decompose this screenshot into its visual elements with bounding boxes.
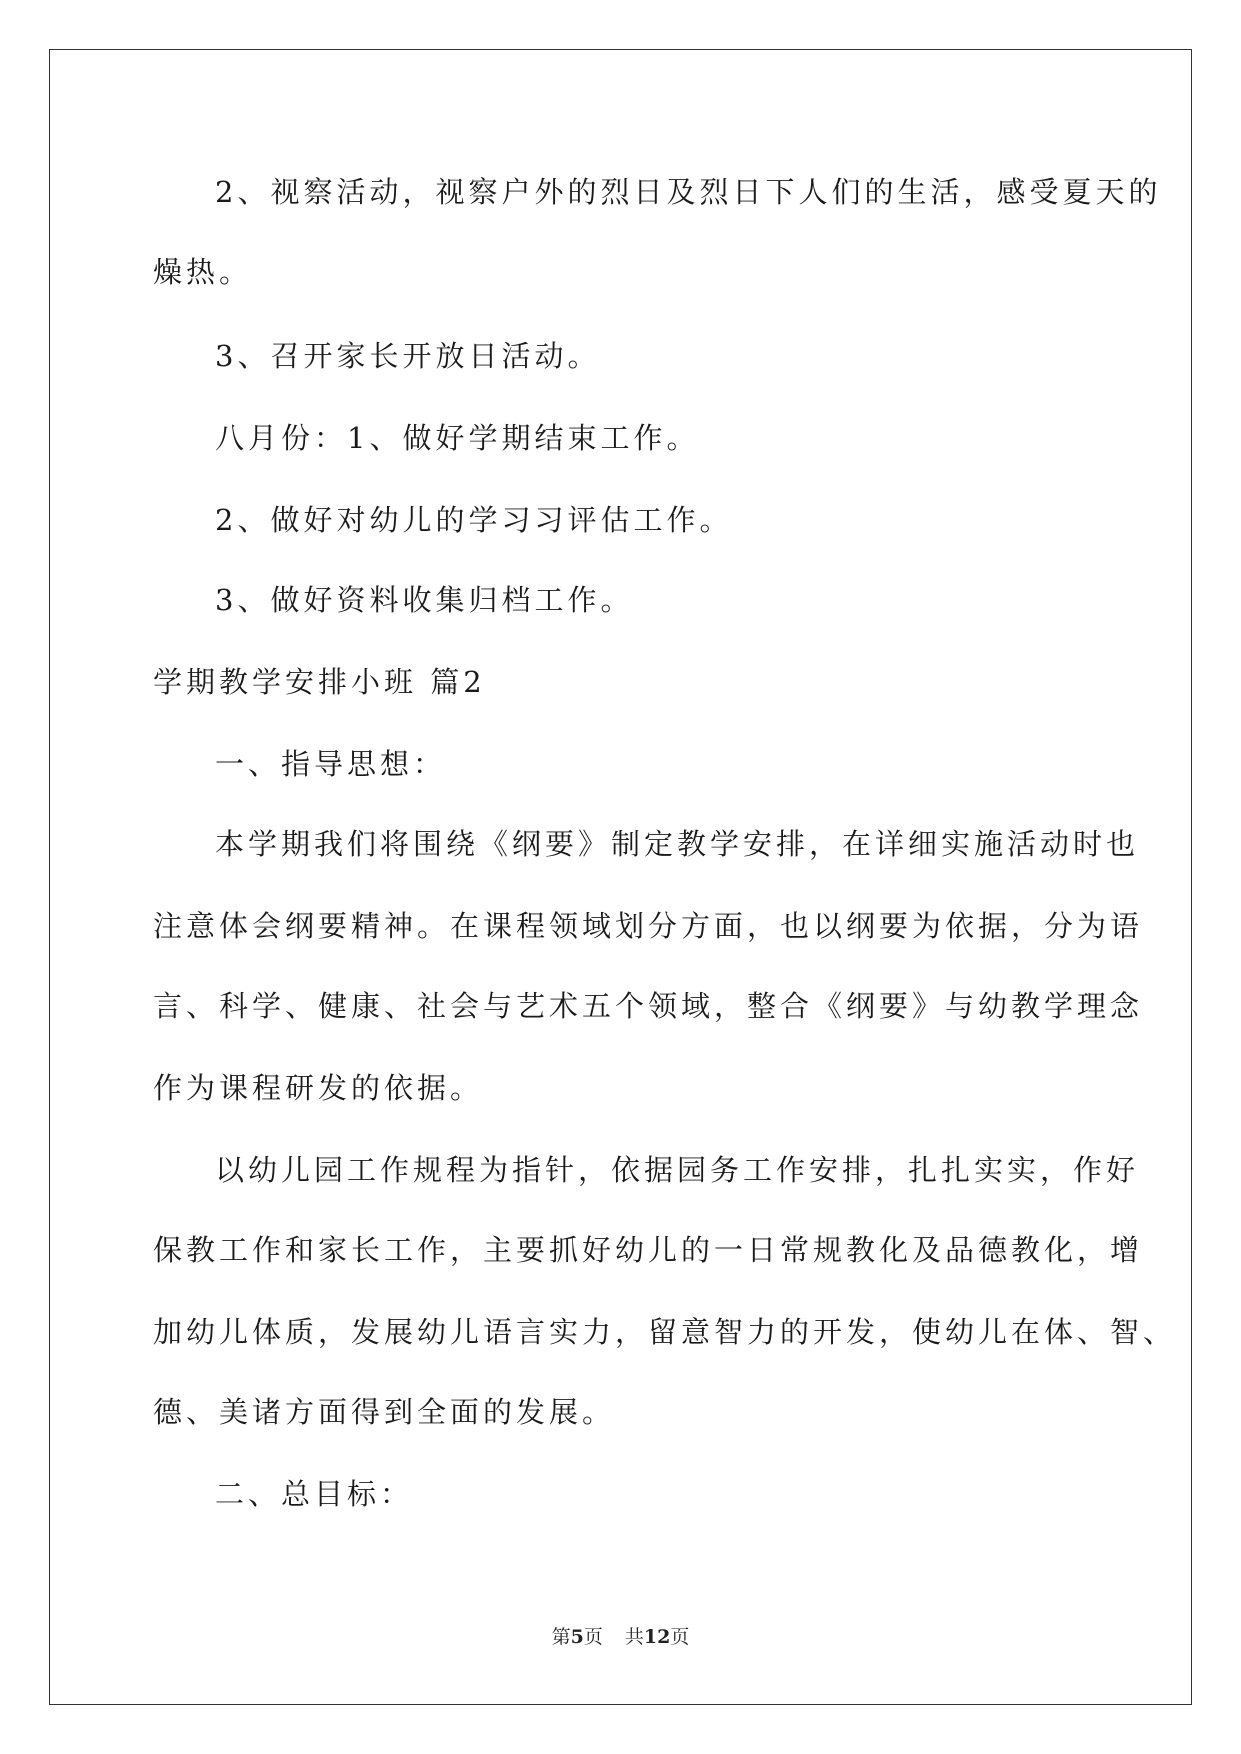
total-pages: 12 — [643, 1626, 671, 1648]
paragraph-line: 2、做好对幼儿的学习习评估工作。 — [215, 503, 733, 537]
paragraph-line: 以幼儿园工作规程为指针，依据园务工作安排，扎扎实实，作好 — [215, 1153, 1140, 1187]
total-prefix: 共 — [624, 1626, 644, 1648]
paragraph-line: 注意体会纲要精神。在课程领域划分方面，也以纲要为依据，分为语 — [153, 909, 1144, 943]
subsection-heading: 二、总目标： — [215, 1477, 414, 1511]
paragraph-line: 燥热。 — [153, 255, 253, 289]
paragraph-line: 作为课程研发的依据。 — [153, 1071, 484, 1105]
page-suffix: 页 — [583, 1626, 603, 1648]
paragraph-line: 保教工作和家长工作，主要抓好幼儿的一日常规教化及品德教化，增 — [153, 1233, 1144, 1267]
section-heading: 学期教学安排小班 篇2 — [153, 665, 486, 699]
paragraph-line: 八月份：1、做好学期结束工作。 — [215, 421, 700, 455]
paragraph-line: 德、美诸方面得到全面的发展。 — [153, 1395, 616, 1429]
paragraph-line: 言、科学、健康、社会与艺术五个领域，整合《纲要》与幼教学理念 — [153, 989, 1144, 1023]
total-suffix: 页 — [670, 1626, 690, 1648]
paragraph-line: 本学期我们将围绕《纲要》制定教学安排，在详细实施活动时也 — [215, 827, 1140, 861]
page-border — [49, 49, 1192, 1705]
paragraph-line: 加幼儿体质，发展幼儿语言实力，留意智力的开发，使幼儿在体、智、 — [153, 1315, 1177, 1349]
page-prefix: 第 — [551, 1626, 571, 1648]
paragraph-line: 3、召开家长开放日活动。 — [215, 339, 601, 373]
paragraph-line: 3、做好资料收集归档工作。 — [215, 583, 634, 617]
subsection-heading: 一、指导思想： — [215, 747, 447, 781]
page-number: 5 — [570, 1626, 584, 1648]
page-footer — [0, 1625, 1241, 1649]
paragraph-line: 2、视察活动，视察户外的烈日及烈日下人们的生活，感受夏天的 — [215, 175, 1162, 209]
